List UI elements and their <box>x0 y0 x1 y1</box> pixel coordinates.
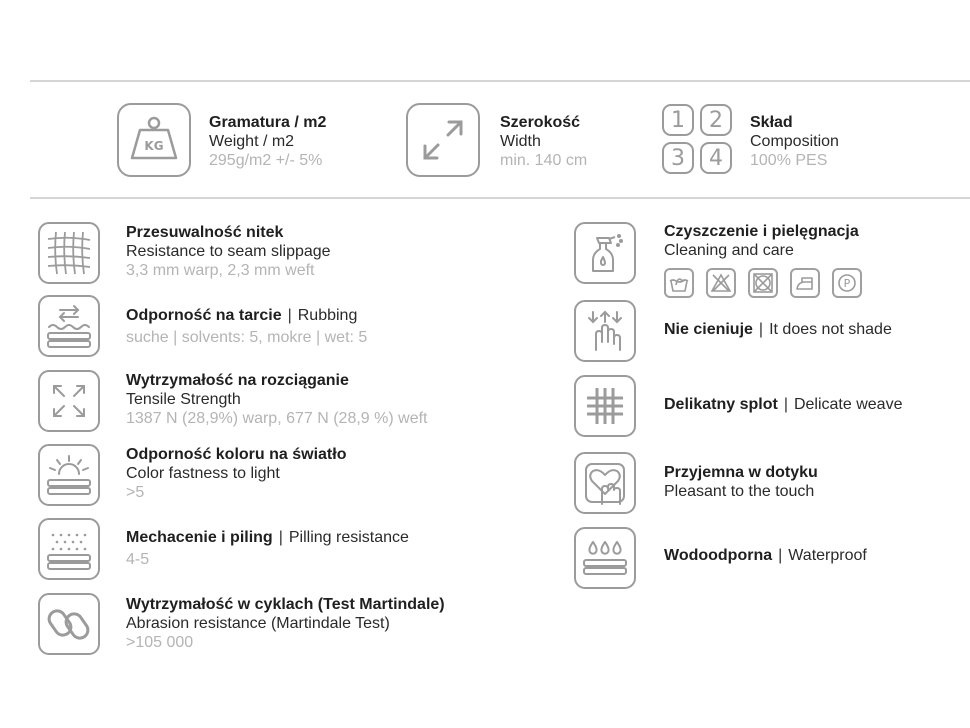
weight-subtitle: Weight / m2 <box>209 133 295 150</box>
weight-title: Gramatura / m2 <box>209 114 327 131</box>
spec-weight <box>117 103 326 177</box>
shade-title: Nie cieniuje <box>664 321 753 338</box>
rubbing-subtitle: Rubbing <box>297 307 358 324</box>
pilling-value: 4-5 <box>126 551 150 568</box>
weave-separator: | <box>783 396 788 413</box>
rubbing-value: suche | solvents: 5, mokre | wet: 5 <box>126 329 368 346</box>
martindale-subtitle: Abrasion resistance (Martindale Test) <box>126 615 390 632</box>
pilling-separator: | <box>278 529 283 546</box>
care-symbols <box>664 268 862 298</box>
spec-rubbing <box>38 295 367 357</box>
water-drops-icon <box>574 527 636 589</box>
waterproof-subtitle: Waterproof <box>788 547 867 564</box>
hand-wash-icon <box>664 268 694 298</box>
touch-title: Przyjemna w dotyku <box>664 464 818 481</box>
thread-grid-icon <box>38 222 100 284</box>
tensile-value: 1387 N (28,9%) warp, 677 N (28,9 %) weft <box>126 410 428 427</box>
width-title: Szerokość <box>500 114 581 131</box>
spec-tensile <box>38 370 427 432</box>
professional-clean-p-icon <box>832 268 862 298</box>
light-subtitle: Color fastness to light <box>126 465 280 482</box>
number-2-icon: 2 <box>700 104 732 136</box>
waterproof-title: Wodoodporna <box>664 547 773 564</box>
martindale-value: >105 000 <box>126 634 194 651</box>
spec-pilling <box>38 518 409 580</box>
martindale-title: Wytrzymałość w cyklach (Test Martindale) <box>126 596 445 613</box>
tensile-title: Wytrzymałość na rozciąganie <box>126 372 349 389</box>
spec-touch <box>574 452 818 514</box>
care-p-letter: P <box>843 277 851 290</box>
number-3-icon: 3 <box>662 142 694 174</box>
spec-martindale <box>38 593 445 655</box>
cleaning-title: Czyszczenie i pielęgnacja <box>664 223 859 240</box>
pilling-title: Mechacenie i piling <box>126 529 273 546</box>
no-tumble-dry-icon <box>748 268 778 298</box>
middle-divider <box>30 197 970 199</box>
sun-rays-icon <box>38 444 100 506</box>
weave-icon <box>574 375 636 437</box>
stretch-arrows-icon <box>38 370 100 432</box>
number-4-icon: 4 <box>700 142 732 174</box>
spray-bottle-icon <box>574 222 636 284</box>
spec-shade <box>574 300 892 362</box>
cleaning-subtitle: Cleaning and care <box>664 242 794 259</box>
hand-arrows-icon <box>574 300 636 362</box>
chain-links-icon <box>38 593 100 655</box>
rubbing-title: Odporność na tarcie <box>126 307 282 324</box>
rubbing-separator: | <box>287 307 292 324</box>
composition-title: Skład <box>750 114 793 131</box>
seam-title: Przesuwalność nitek <box>126 224 284 241</box>
pilling-dots-icon <box>38 518 100 580</box>
tensile-subtitle: Tensile Strength <box>126 391 241 408</box>
pilling-subtitle: Pilling resistance <box>288 529 409 546</box>
weave-subtitle: Delicate weave <box>793 396 903 413</box>
rubbing-icon <box>38 295 100 357</box>
composition-subtitle: Composition <box>750 133 839 150</box>
iron-icon <box>790 268 820 298</box>
number-1-icon: 1 <box>662 104 694 136</box>
weave-title: Delikatny splot <box>664 396 778 413</box>
spec-seam-slippage <box>38 222 331 284</box>
light-title: Odporność koloru na światło <box>126 446 347 463</box>
shade-separator: | <box>758 321 764 338</box>
spec-cleaning <box>574 222 862 298</box>
expand-arrows-icon <box>406 103 480 177</box>
spec-light-fastness <box>38 444 346 506</box>
weight-kg-icon <box>117 103 191 177</box>
spec-weave <box>574 375 902 437</box>
composition-numbers-icon <box>662 104 732 174</box>
kg-label: KG <box>144 139 164 153</box>
shade-subtitle: It does not shade <box>769 321 892 338</box>
composition-value: 100% PES <box>750 152 828 169</box>
seam-value: 3,3 mm warp, 2,3 mm weft <box>126 262 315 279</box>
seam-subtitle: Resistance to seam slippage <box>126 243 331 260</box>
heart-hand-icon <box>574 452 636 514</box>
width-subtitle: Width <box>500 133 541 150</box>
weight-value: 295g/m2 +/- 5% <box>209 152 323 169</box>
top-divider <box>30 80 970 82</box>
spec-composition <box>662 104 839 174</box>
light-value: >5 <box>126 484 145 501</box>
no-bleach-icon <box>706 268 736 298</box>
touch-subtitle: Pleasant to the touch <box>664 483 815 500</box>
spec-waterproof <box>574 527 867 589</box>
width-value: min. 140 cm <box>500 152 588 169</box>
spec-width <box>406 103 587 177</box>
waterproof-separator: | <box>778 547 783 564</box>
